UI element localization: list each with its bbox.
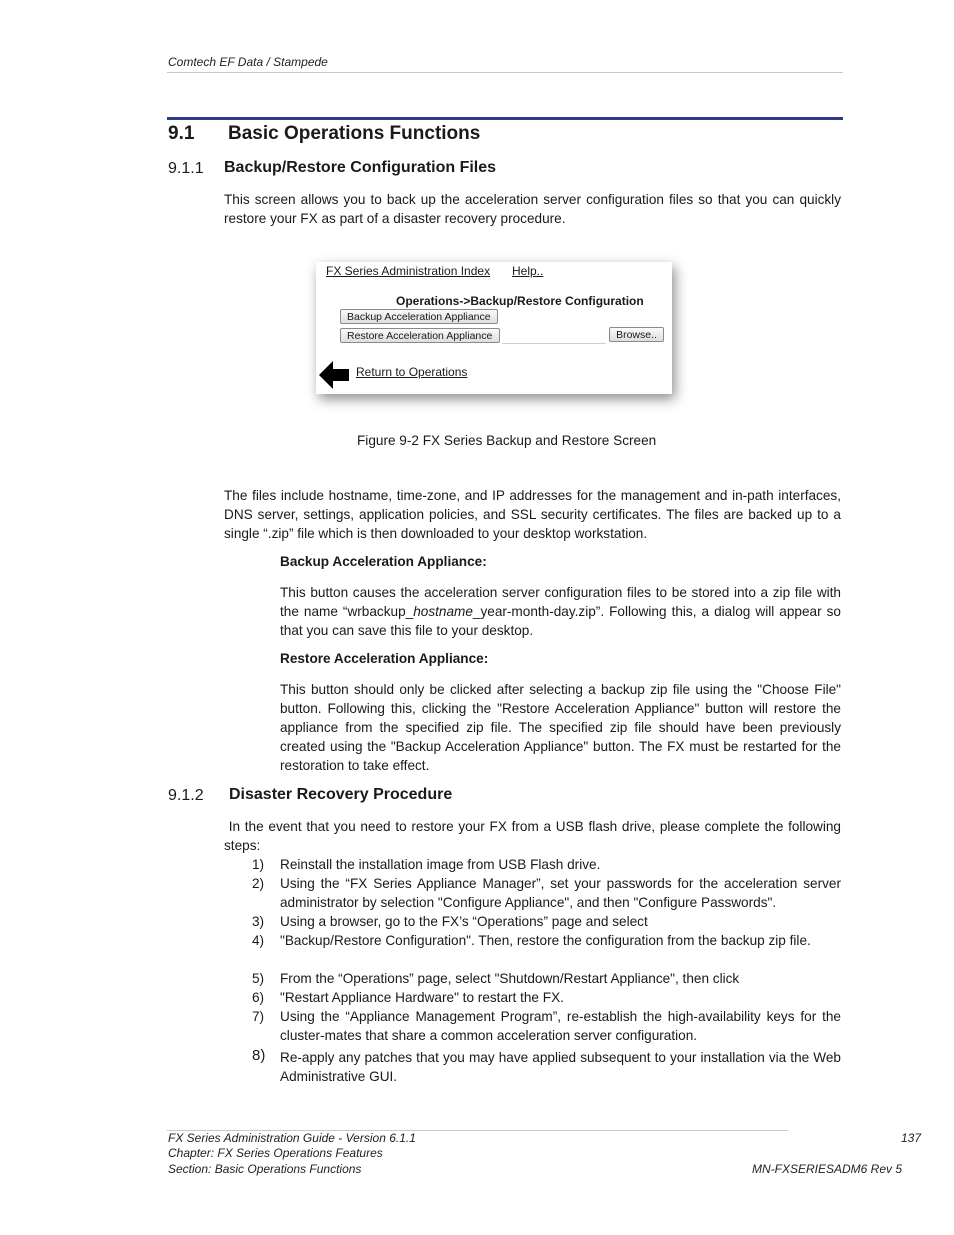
section-number: 9.1	[168, 123, 195, 144]
backup-restore-figure	[316, 262, 672, 394]
return-to-operations-link[interactable]: Return to Operations	[356, 365, 468, 379]
header-divider	[167, 72, 843, 73]
backup-text-hostname: hostname	[413, 604, 473, 619]
step-number: 3)	[252, 914, 265, 929]
backup-description	[280, 583, 841, 640]
restore-heading: Restore Acceleration Appliance:	[280, 651, 489, 666]
step-text: "Restart Appliance Hardware" to restart the FX.	[280, 990, 564, 1005]
footer-section: Section: Basic Operations Functions	[168, 1162, 362, 1176]
recovery-intro: In the event that you need to restore your FX from a USB flash drive, please complete the following steps:	[224, 819, 845, 853]
step-number: 2)	[252, 876, 265, 891]
browse-button[interactable]: Browse..	[609, 327, 664, 342]
help-link[interactable]: Help..	[512, 264, 544, 278]
intro-paragraph: This screen allows you to back up the acceleration server configuration files so that you can quickly restore your FX as part of a disaster recovery procedure.	[224, 192, 841, 226]
step-number: 5)	[252, 971, 265, 986]
step-number: 7)	[252, 1009, 265, 1024]
page-number: 137	[901, 1131, 922, 1145]
arrow-left-icon[interactable]	[319, 361, 349, 389]
step-text: Using a browser, go to the FX’s “Operations” page and select	[280, 914, 648, 929]
files-paragraph: The files include hostname, time-zone, and IP addresses for the management and in-path interfaces, DNS server, settings, application policies, and SSL security certificates. The files are backed up to a single “.zip” file which is then downloaded to your desktop workstation.	[224, 488, 841, 541]
step-text: Using the “Appliance Management Program”, re-establish the high-availability keys for the cluster-mates that share a common acceleration server configuration.	[280, 1009, 841, 1043]
subsection-number: 9.1.2	[168, 787, 204, 804]
step-number: 6)	[252, 990, 265, 1005]
restore-appliance-button[interactable]: Restore Acceleration Appliance	[340, 328, 500, 343]
footer-guide-title: FX Series Administration Guide - Version 6.1.1	[168, 1131, 416, 1145]
document-id: MN-FXSERIESADM6 Rev 5	[752, 1162, 903, 1176]
backup-appliance-button[interactable]: Backup Acceleration Appliance	[340, 309, 498, 324]
section-divider	[167, 117, 843, 120]
step-text: From the “Operations” page, select "Shutdown/Restart Appliance", then click	[280, 971, 740, 986]
step-text: Re-apply any patches that you may have applied subsequent to your installation via the Web Administrative GUI.	[280, 1050, 841, 1084]
section-title: Basic Operations Functions	[228, 123, 481, 144]
step-text: Reinstall the installation image from USB Flash drive.	[280, 857, 601, 872]
step-text: "Backup/Restore Configuration". Then, restore the configuration from the backup zip file.	[280, 933, 811, 948]
figure-caption: Figure 9-2 FX Series Backup and Restore Screen	[357, 433, 657, 448]
step-text: Using the “FX Series Appliance Manager”, set your passwords for the acceleration server administrator by selection "Configure Appliance", and then "Configure Passwords".	[280, 876, 841, 910]
subsection-title: Backup/Restore Configuration Files	[224, 159, 497, 176]
footer-chapter: Chapter: FX Series Operations Features	[168, 1146, 383, 1160]
subsection-title: Disaster Recovery Procedure	[229, 786, 453, 803]
restore-description: This button should only be clicked after selecting a backup zip file using the "Choose File" button. Following this, clicking the "Restore Acceleration Appliance" button will restore the appliance from the specified zip file. The specified zip file should have been previously created using the "Backup Acceleration Appliance" button. The FX must be restarted for the restoration to take effect.	[280, 682, 841, 773]
running-header: Comtech EF Data / Stampede	[168, 55, 328, 69]
file-path-field[interactable]	[502, 328, 606, 344]
figure-page-title: Operations->Backup/Restore Configuration	[396, 294, 644, 308]
backup-heading: Backup Acceleration Appliance:	[280, 554, 487, 569]
step-number: 4)	[252, 933, 265, 948]
step-number: 8)	[252, 1047, 266, 1064]
backup-text-start: This button causes the acceleration server configuration files to be stored into a zip file with the name “wrbackup_	[280, 585, 841, 619]
subsection-number: 9.1.1	[168, 160, 204, 177]
admin-index-link[interactable]: FX Series Administration Index	[326, 264, 491, 278]
backup-text-end: _year-month-day.zip”. Following this, a dialog will appear so that you can save this file to your desktop.	[280, 604, 841, 638]
step-number: 1)	[252, 857, 265, 872]
